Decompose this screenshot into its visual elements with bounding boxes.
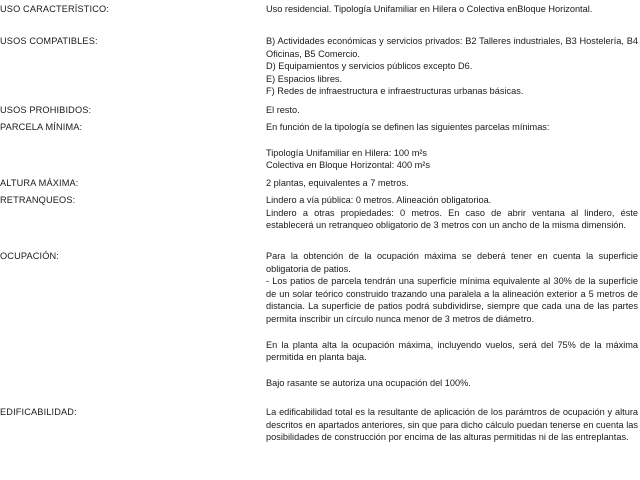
row-label: RETRANQUEOS: — [0, 195, 76, 205]
row-value — [266, 104, 638, 117]
row-label: ALTURA MÁXIMA: — [0, 178, 79, 188]
blank-line — [266, 326, 638, 339]
row-label: USOS COMPATIBLES: — [0, 36, 98, 46]
value-line: Uso residencial. Tipología Unifamiliar en Hilera o Colectiva enBloque Horizontal. — [266, 4, 593, 14]
value-line: B) Actividades económicas y servicios privados: B2 Talleres industriales, B3 Hostelería, B4 Oficinas, B5 Comercio. — [266, 36, 638, 59]
value-line: En la planta alta la ocupación máxima, incluyendo vuelos, será del 75% de la máxima permitida en planta baja. — [266, 339, 638, 363]
value-line: E) Espacios libres. — [266, 73, 343, 84]
value-line: - Los patios de parcela tendrán una superficie mínima equivalente al 30% de la superficie de un solar teórico construido trazando una paralela a la alineación exterior a 5 metros de distancia. La superficie de patios podrá subdividirse, siempre que cada una de las partes permita inscribir un círculo nunca menor de 3 metros de diámetro. — [266, 276, 638, 324]
row-label: EDIFICABILIDAD: — [0, 407, 77, 417]
value-line: 2 plantas, equivalentes a 7 metros. — [266, 178, 409, 188]
value-line: La edificabilidad total es la resultante de aplicación de los parámtros de ocupación y altura descritos en apartados anteriores, sin que para dicho cálculo puedan tenerse en cuenta las posibilidades de construcción por encima de las alturas permitidas ni de las entreplantas. — [266, 407, 638, 443]
row-label: USO CARACTERÍSTICO: — [0, 4, 110, 14]
value-line: Lindero a otras propiedades: 0 metros. En caso de abrir ventana al lindero, éste establecerá un retranqueo obligatorio de 3 metros con un ancho de la misma dimensión. — [266, 207, 638, 231]
value-line: Tipología Unifamiliar en Hilera: 100 m²s — [266, 147, 428, 158]
value-line: En función de la tipología se definen las siguientes parcelas mínimas: — [266, 122, 550, 132]
row-label: USOS PROHIBIDOS: — [0, 105, 92, 115]
value-line: Bajo rasante se autoriza una ocupación del 100%. — [266, 377, 471, 388]
value-line: El resto. — [266, 105, 300, 115]
value-line: Para la obtención de la ocupación máxima se deberá tener en cuenta la superficie obligatoria de patios. — [266, 251, 638, 274]
row-value — [266, 250, 638, 389]
blank-line — [266, 364, 638, 377]
row-value — [266, 35, 638, 98]
row-label: OCUPACIÓN: — [0, 251, 60, 261]
row-value — [266, 121, 638, 172]
value-line: D) Equipamientos y servicios públicos excepto D6. — [266, 61, 473, 72]
value-line: F) Redes de infraestructura e infraestructuras urbanas básicas. — [266, 86, 524, 97]
row-label: PARCELA MÍNIMA: — [0, 122, 83, 132]
blank-line — [266, 134, 638, 147]
row-value — [266, 406, 638, 444]
row-value — [266, 177, 638, 190]
row-value — [266, 3, 638, 16]
value-line: Lindero a vía pública: 0 metros. Alineación obligatorioa. — [266, 195, 492, 205]
value-line: Colectiva en Bloque Horizontal: 400 m²s — [266, 160, 430, 171]
row-value — [266, 194, 638, 232]
